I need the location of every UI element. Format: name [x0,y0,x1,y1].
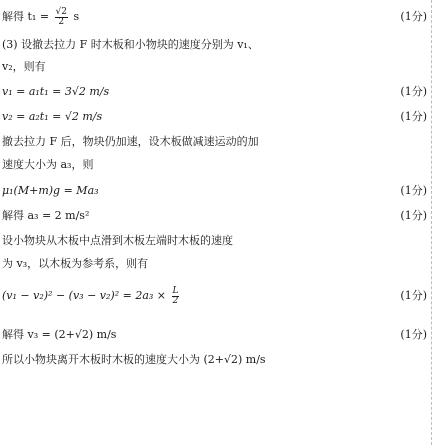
equation-text: μ₁(M+m)g = Ma₃ [2,184,99,197]
score-mark: (1分) [400,328,427,341]
step-text: (3) 设撤去拉力 F 时木板和小物块的速度分别为 v₁、 [2,38,259,51]
equation-text: 解得 v₃ = (2+√2) m/s [2,328,117,341]
equation-text [2,285,181,307]
step-text: 撤去拉力 F 后，物块仍加速，设木板做减速运动的加 [2,135,259,148]
conclusion-text: 所以小物块离开木板时木板的速度大小为 (2+√2) m/s [2,353,266,366]
fraction [55,8,68,27]
score-mark: (1分) [400,289,427,302]
step-text: 速度大小为 a₃，则 [2,158,94,171]
solution-line [2,349,427,371]
equation-text [2,6,79,28]
equation-unit: s [70,10,80,23]
step-text: 为 v₃，以木板为参考系，则有 [2,257,149,270]
solution-line [2,6,427,28]
equation-text: v₁ = a₁t₁ = 3√2 m/s [2,85,110,98]
score-mark: (1分) [400,110,427,123]
score-mark: (1分) [400,10,427,23]
solution-line [2,285,427,307]
score-mark: (1分) [400,85,427,98]
solution-line [2,205,427,227]
solution-line [2,154,427,176]
equation-text: v₂ = a₂t₁ = √2 m/s [2,110,103,123]
fraction [172,287,180,306]
step-text: 设小物块从木板中点滑到木板左端时木板的速度 [2,234,233,247]
solution-line [2,253,427,275]
equation-text: 解得 a₃ = 2 m/s² [2,209,90,222]
solution-line [2,106,427,128]
fraction-numerator: L [172,285,179,296]
fraction-denominator: 2 [58,16,65,27]
solution-line [2,131,427,153]
step-text: v₂，则有 [2,60,46,73]
solution-line [2,56,427,78]
solution-line [2,230,427,252]
fraction-numerator: √2 [55,6,68,17]
solution-line [2,34,427,56]
solution-line [2,81,427,103]
margin-dashed-line [431,0,432,445]
equation-lhs: (v₁ − v₂)² − (v₃ − v₂)² = 2a₃ × [2,289,170,302]
score-mark: (1分) [400,209,427,222]
solution-line [2,324,427,346]
solution-line [2,180,427,202]
fraction-denominator: 2 [172,295,179,306]
score-mark: (1分) [400,184,427,197]
equation-lhs: 解得 t₁ = [2,10,53,23]
